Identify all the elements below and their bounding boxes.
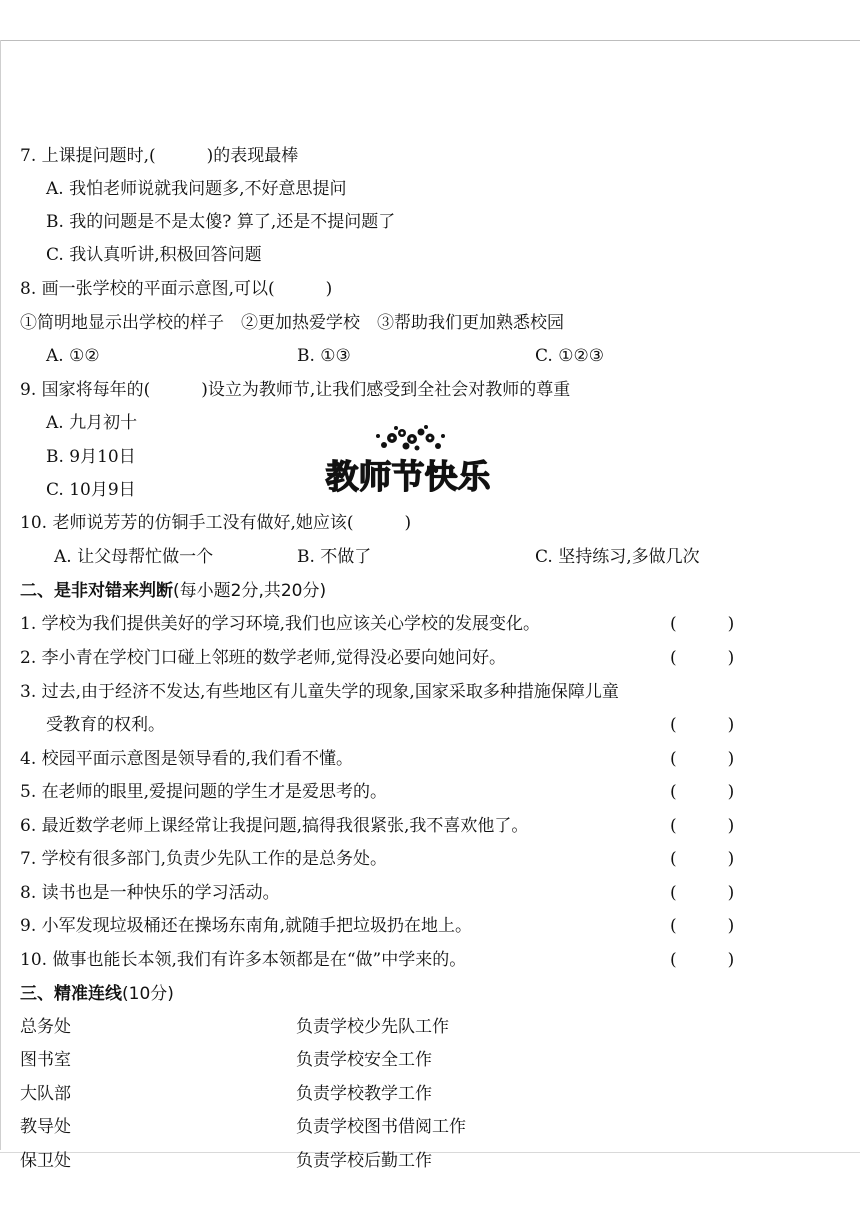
- teachers-day-artwork: [322, 424, 494, 500]
- section3-title: 三、精准连线: [20, 984, 122, 1004]
- q8-option-c: C. ①②③: [535, 346, 604, 366]
- judge-item-5: 5. 在老师的眼里,爱提问题的学生才是爱思考的。: [20, 782, 388, 802]
- judge-answer-6: ( ): [670, 816, 735, 836]
- judge-item-2: 2. 李小青在学校门口碰上邻班的数学老师,觉得没必要向她问好。: [20, 648, 507, 668]
- judge-item-10: 10. 做事也能长本领,我们有许多本领都是在“做”中学来的。: [20, 950, 467, 970]
- q9-option-b: B. 9月10日: [46, 447, 136, 467]
- q9-option-a: A. 九月初十: [46, 413, 138, 433]
- q8-option-b: B. ①③: [297, 346, 351, 366]
- match-right-2: 负责学校安全工作: [296, 1050, 432, 1070]
- judge-item-9: 9. 小军发现垃圾桶还在操场东南角,就随手把垃圾扔在地上。: [20, 916, 473, 936]
- match-left-2: 图书室: [20, 1050, 71, 1070]
- section3-score-note: (10分): [122, 984, 174, 1004]
- section2-heading: [20, 580, 326, 602]
- q10-option-a: A. 让父母帮忙做一个: [54, 547, 214, 567]
- judge-answer-1: ( ): [670, 614, 735, 634]
- judge-item-1: 1. 学校为我们提供美好的学习环境,我们也应该关心学校的发展变化。: [20, 614, 541, 634]
- judge-answer-4: ( ): [670, 749, 735, 769]
- q7-stem: 7. 上课提问题时,( )的表现最棒: [20, 146, 299, 166]
- section3-heading: [20, 983, 174, 1005]
- judge-answer-2: ( ): [670, 648, 735, 668]
- q7-option-a: A. 我怕老师说就我问题多,不好意思提问: [46, 179, 347, 199]
- judge-answer-8: ( ): [670, 883, 735, 903]
- q10-option-c: C. 坚持练习,多做几次: [535, 547, 700, 567]
- match-right-4: 负责学校图书借阅工作: [296, 1117, 466, 1137]
- judge-item-3: 3. 过去,由于经济不发达,有些地区有儿童失学的现象,国家采取多种措施保障儿童: [20, 682, 619, 702]
- match-right-3: 负责学校教学工作: [296, 1084, 432, 1104]
- q7-option-b: B. 我的问题是不是太傻? 算了,还是不提问题了: [46, 212, 396, 232]
- match-left-4: 教导处: [20, 1117, 71, 1137]
- judge-answer-7: ( ): [670, 849, 735, 869]
- section2-score-note: (每小题2分,共20分): [173, 581, 327, 601]
- q8-stem: 8. 画一张学校的平面示意图,可以( ): [20, 279, 333, 299]
- q9-stem: 9. 国家将每年的( )设立为教师节,让我们感受到全社会对教师的尊重: [20, 380, 571, 400]
- q8-statements: ①简明地显示出学校的样子 ②更加热爱学校 ③帮助我们更加熟悉校园: [20, 313, 564, 333]
- teachers-day-banner: [322, 424, 494, 500]
- q10-option-b: B. 不做了: [297, 547, 372, 567]
- judge-item-8: 8. 读书也是一种快乐的学习活动。: [20, 883, 280, 903]
- match-left-1: 总务处: [20, 1017, 71, 1037]
- match-left-5: 保卫处: [20, 1151, 71, 1171]
- judge-answer-9: ( ): [670, 916, 735, 936]
- left-border-line: [0, 40, 1, 1150]
- judge-answer-3: ( ): [670, 715, 735, 735]
- banner-text: 教师节快乐: [325, 457, 491, 496]
- q9-option-c: C. 10月9日: [46, 480, 136, 500]
- judge-item-4: 4. 校园平面示意图是领导看的,我们看不懂。: [20, 749, 354, 769]
- judge-item-7: 7. 学校有很多部门,负责少先队工作的是总务处。: [20, 849, 388, 869]
- match-left-3: 大队部: [20, 1084, 71, 1104]
- section2-title: 二、是非对错来判断: [20, 581, 173, 601]
- q7-option-c: C. 我认真听讲,积极回答问题: [46, 245, 262, 265]
- top-border-line: [0, 40, 860, 41]
- match-right-5: 负责学校后勤工作: [296, 1151, 432, 1171]
- match-right-1: 负责学校少先队工作: [296, 1017, 449, 1037]
- judge-item-6: 6. 最近数学老师上课经常让我提问题,搞得我很紧张,我不喜欢他了。: [20, 816, 529, 836]
- q10-stem: 10. 老师说芳芳的仿铜手工没有做好,她应该( ): [20, 513, 412, 533]
- judge-answer-10: ( ): [670, 950, 735, 970]
- judge-item-3-continued: 受教育的权利。: [46, 715, 165, 735]
- q8-option-a: A. ①②: [46, 346, 100, 366]
- judge-answer-5: ( ): [670, 782, 735, 802]
